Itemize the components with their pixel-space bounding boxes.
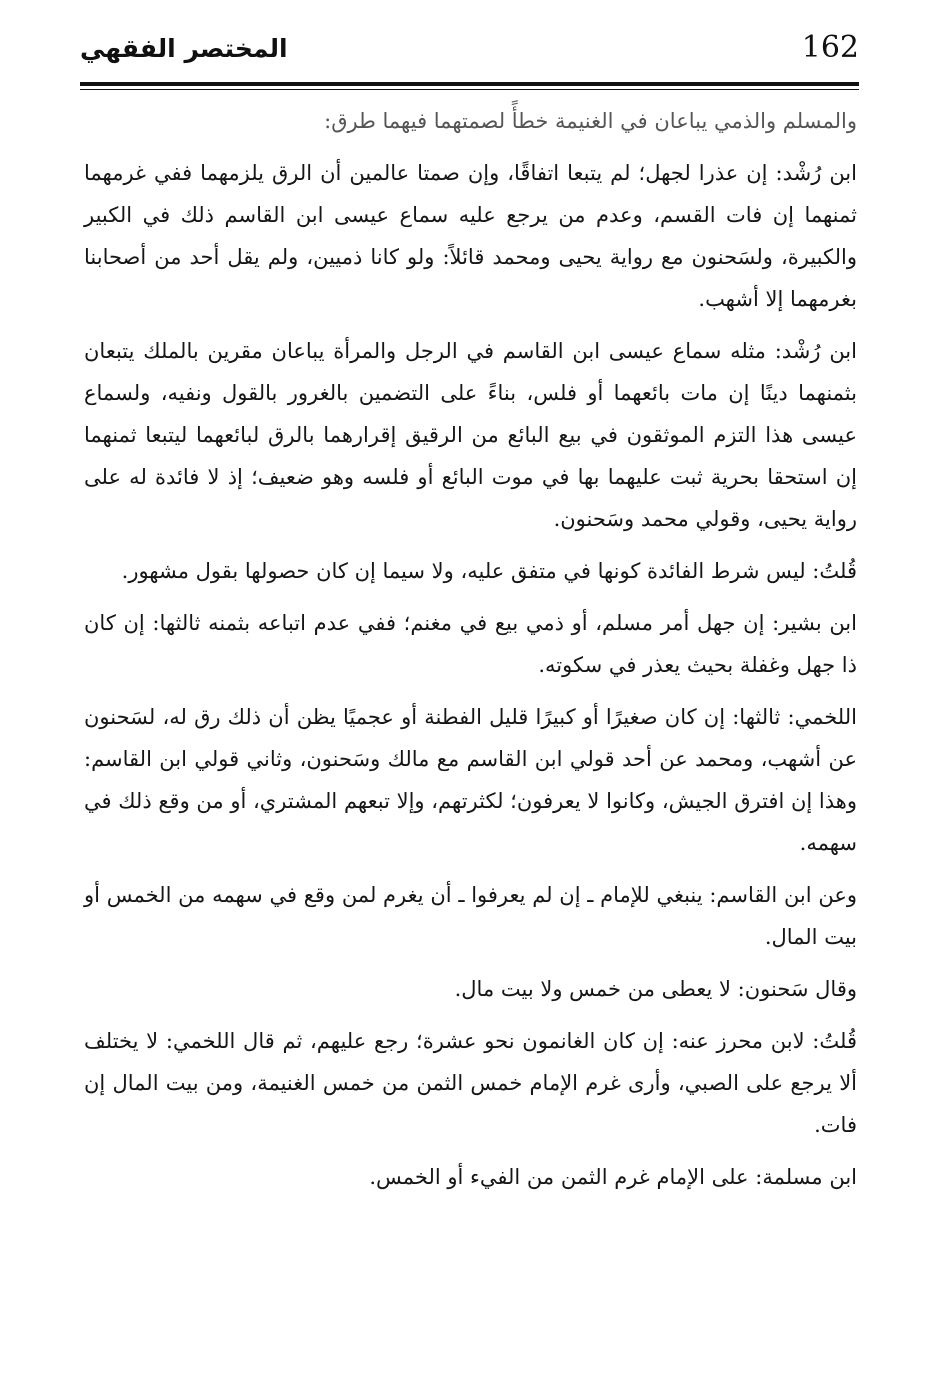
paragraph: اللخمي: ثالثها: إن كان صغيرًا أو كبيرًا قليل الفطنة أو عجميًا يظن أن ذلك رق له، لسَحنون عن أشهب، ومحمد عن أحد قولي ابن القاسم مع مالك وسَحنون، وثاني قولي ابن القاسم: وهذا إن افترق الجيش، وكانوا لا يعرفون؛ لكثرتهم، وإلا تبعهم المشتري، أو من وقع ذلك في سهمه. <box>84 705 857 855</box>
page-body <box>84 100 857 1208</box>
paragraph: والمسلم والذمي يباعان في الغنيمة خطأً لصمتهما فيهما طرق: <box>324 109 857 133</box>
paragraph: ابن بشير: إن جهل أمر مسلم، أو ذمي بيع في مغنم؛ ففي عدم اتباعه بثمنه ثالثها: إن كان ذا جهل وغفلة بحيث يعذر في سكوته. <box>84 611 857 677</box>
paragraph: قُلتُ: ليس شرط الفائدة كونها في متفق عليه، ولا سيما إن كان حصولها بقول مشهور. <box>121 559 857 583</box>
paragraph: وعن ابن القاسم: ينبغي للإمام ـ إن لم يعرفوا ـ أن يغرم لمن وقع في سهمه من الخمس أو بيت المال. <box>84 883 857 949</box>
page-number: 162 <box>801 30 859 65</box>
paragraph: ابن مسلمة: على الإمام غرم الثمن من الفيء أو الخمس. <box>369 1165 857 1189</box>
paragraph: ابن رُشْد: إن عذرا لجهل؛ لم يتبعا اتفاقًا، وإن صمتا عالمين أن الرق يلزمهما ففي غرمهما ثمنهما إن فات القسم، وعدم من يرجع عليه سماع عيسى ابن القاسم ذلك في الكبير والكبيرة، ولسَحنون مع رواية يحيى ومحمد قائلاً: ولو كانا ذميين، ولم يقل أحد من أصحابنا بغرمهما إلا أشهب. <box>84 161 857 311</box>
book-title: المختصر الفقهي <box>80 34 288 63</box>
paragraph: قُلتُ: لابن محرز عنه: إن كان الغانمون نحو عشرة؛ رجع عليهم، ثم قال اللخمي: لا يختلف ألا يرجع على الصبي، وأرى غرم الإمام خمس الثمن من خمس الغنيمة، ومن بيت المال إن فات. <box>84 1029 857 1137</box>
paragraph: وقال سَحنون: لا يعطى من خمس ولا بيت مال. <box>454 977 857 1001</box>
page-header <box>80 28 859 78</box>
header-rule-thin <box>80 89 859 90</box>
paragraph: ابن رُشْد: مثله سماع عيسى ابن القاسم في الرجل والمرأة يباعان مقرين بالملك يتبعان بثمنهما دينًا إن مات بائعهما أو فلس، بناءً على التضمين بالغرور بالقول ونفيه، ولسماع عيسى هذا التزم الموثقون في بيع البائع من الرقيق إقرارهما بالرق لبائعهما ليتبعا ثمنهما إن استحقا بحرية ثبت عليهما بها في موت البائع أو فلسه وهو ضعيف؛ إذ لا فائدة له على رواية يحيى، وقولي محمد وسَحنون. <box>84 339 857 531</box>
header-rule-thick <box>80 82 859 86</box>
